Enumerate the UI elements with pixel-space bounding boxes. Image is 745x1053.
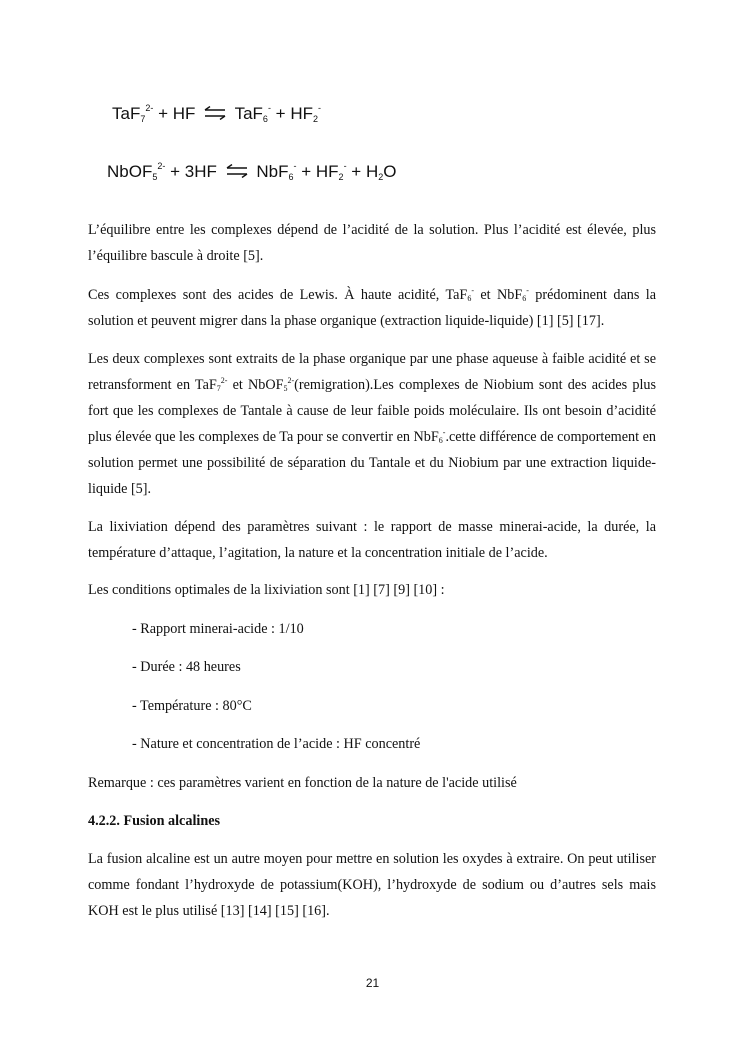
subscript: 7 <box>216 384 221 393</box>
text-run: Ces complexes sont des acides de Lewis. À haute acidité, TaF <box>88 287 468 303</box>
eq2-reactant-1-charge: 2- <box>157 161 166 171</box>
eq1-product-2: + HF <box>275 104 313 123</box>
text-run: et NbF <box>474 287 523 303</box>
equilibrium-arrows-icon <box>204 106 226 120</box>
subscript: 6 <box>438 436 443 445</box>
eq2-reactant-1-subscript: 5 <box>152 172 158 182</box>
eq2-product-1-charge: - <box>293 161 297 171</box>
eq2-product-1: NbF <box>256 162 289 181</box>
paragraph-equilibrium-acidity <box>88 217 656 269</box>
eq2-product-3: + H <box>351 162 379 181</box>
charge: - <box>442 428 446 437</box>
paragraph-text: La fusion alcaline est un autre moyen pour mettre en solution les oxydes à extraire. On peut utiliser comme fondant l’hydroxyde de potassium(KOH), l’hydroxyde de sodium ou d’autres sels mais KOH est le plus utilisé [13] [14] [15] [16]. <box>88 851 656 919</box>
paragraph-text: La lixiviation dépend des paramètres suivant : le rapport de masse minerai-acide, la durée, la température d’attaque, l’agitation, la nature et la concentration initiale de l’acide. <box>88 519 656 561</box>
subscript: 5 <box>283 384 288 393</box>
eq1-product-1-charge: - <box>267 103 271 113</box>
paragraph-lixiviation-parameters <box>88 514 656 566</box>
eq1-reactant-2: + HF <box>158 104 196 123</box>
eq1-reactant-1-charge: 2- <box>145 103 154 113</box>
eq2-product-2: + HF <box>301 162 339 181</box>
paragraph-optimal-conditions: Les conditions optimales de la lixiviation sont [1] [7] [9] [10] : <box>88 582 445 598</box>
equilibrium-arrows-icon <box>226 164 248 178</box>
equilibrium-equation-2 <box>107 162 396 182</box>
eq1-reactant-1: TaF <box>112 104 141 123</box>
eq1-product-1: TaF <box>234 104 263 123</box>
eq2-product-2-charge: - <box>343 161 347 171</box>
eq2-reactant-2: + 3HF <box>170 162 217 181</box>
page-number: 21 <box>365 976 380 990</box>
eq1-product-1-subscript: 6 <box>262 114 268 124</box>
list-item-duration: - Durée : 48 heures <box>132 659 241 675</box>
eq1-product-2-subscript: 2 <box>312 114 318 124</box>
eq2-product-2-subscript: 2 <box>338 172 344 182</box>
subscript: 6 <box>467 294 472 303</box>
charge: 2- <box>220 376 228 385</box>
paragraph-remigration <box>88 346 656 502</box>
text-run: prédominent dans la solution et peuvent migrer dans la phase organique (extraction liquide-liquide) [1] [5] [17]. <box>88 287 657 329</box>
text-run: et NbOF <box>227 377 284 393</box>
remark: Remarque : ces paramètres varient en fonction de la nature de l'acide utilisé <box>88 775 517 791</box>
eq2-reactant-1: NbOF <box>107 162 153 181</box>
list-item-temperature: - Température : 80°C <box>132 698 252 714</box>
eq2-product-1-subscript: 6 <box>288 172 294 182</box>
eq2-product-3-subscript: 2 <box>378 172 384 182</box>
text-run: Les deux complexes sont extraits de la phase organique par une phase aqueuse à faible acidité et se retransforment en TaF <box>88 351 656 393</box>
eq1-reactant-1-subscript: 7 <box>140 114 146 124</box>
paragraph-alkaline-fusion <box>88 846 656 924</box>
charge: 2- <box>287 376 295 385</box>
paragraph-lewis-acids <box>88 282 656 334</box>
paragraph-text <box>88 346 656 502</box>
eq2-product-3-tail: O <box>383 162 397 181</box>
list-item-ratio: - Rapport minerai-acide : 1/10 <box>132 621 304 637</box>
paragraph-text <box>88 282 656 334</box>
section-heading: 4.2.2. Fusion alcalines <box>88 813 221 829</box>
text-run: .cette différence de comportement en solution permet une possibilité de séparation du Tantale et du Niobium par une extraction liquide-liquide [5]. <box>88 429 656 497</box>
list-item-acid-nature: - Nature et concentration de l’acide : HF concentré <box>132 736 421 752</box>
subscript: 6 <box>522 294 527 303</box>
paragraph-text: L’équilibre entre les complexes dépend de l’acidité de la solution. Plus l’acidité est élevée, plus l’équilibre bascule à droite [5]. <box>88 222 656 264</box>
charge: - <box>471 286 474 295</box>
charge: - <box>526 286 529 295</box>
equilibrium-equation-1 <box>112 104 321 124</box>
eq1-product-2-charge: - <box>318 103 321 113</box>
text-run: (remigration).Les complexes de Niobium sont des acides plus fort que les complexes de Tantale à cause de leur faible poids moléculaire. Ils ont besoin d’acidité plus élevée que les complexes de Ta pour se convertir en NbF <box>88 377 656 445</box>
